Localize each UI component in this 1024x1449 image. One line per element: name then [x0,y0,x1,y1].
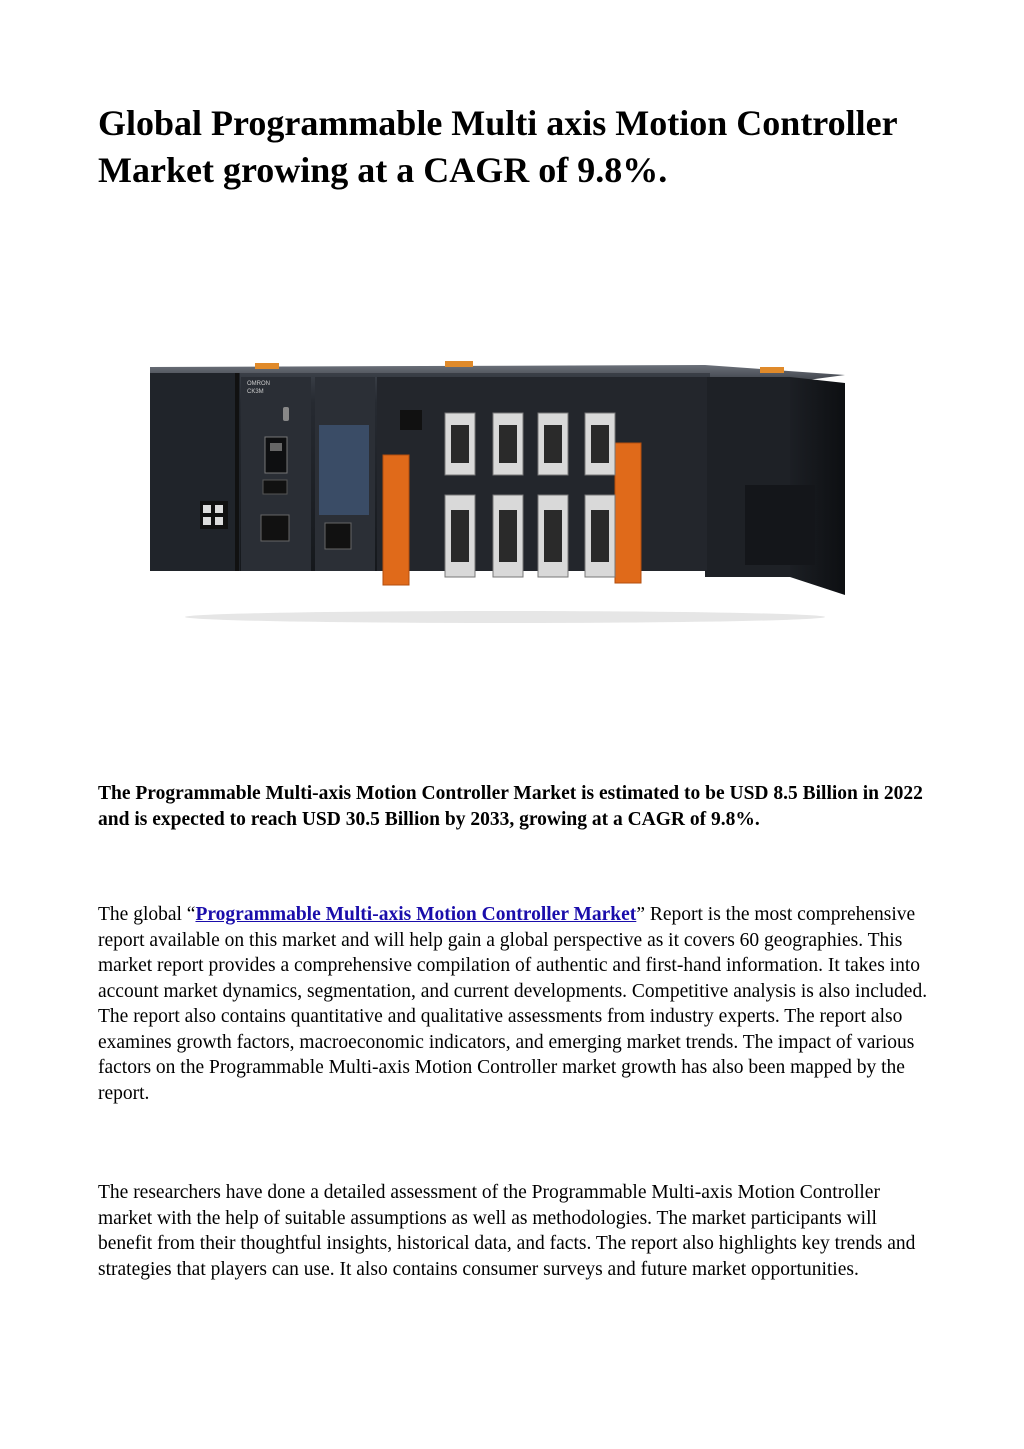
brand-label: OMRON [247,381,270,387]
model-label: CK3M [247,389,264,395]
page-title: Global Programmable Multi axis Motion Controller Market growing at a CAGR of 9.8%. [98,103,897,190]
paragraph-text-before-link: The global “ [98,904,196,925]
motion-controller-illustration [145,355,865,635]
summary-lead: The Programmable Multi-axis Motion Controller Market is estimated to be USD 8.5 Billion in 2022 and is expected to reach USD 30.5 Billion by 2033, growing at a CAGR of 9.8%. [98,783,923,830]
research-paragraph: The researchers have done a detailed assessment of the Programmable Multi-axis Motion Controller market with the help of suitable assumptions as well as methodologies. The market participants will benefit from their thoughtful insights, historical data, and facts. The report also highlights key trends and strategies that players can use. It also contains consumer surveys and future market opportunities. [98,1182,916,1280]
product-image [145,355,865,635]
market-report-link[interactable]: Programmable Multi-axis Motion Controller Market [195,904,637,925]
report-paragraph [98,902,928,1106]
paragraph-text-after-link: ” Report is the most comprehensive report available on this market and will help gain a global perspective as it covers 60 geographies. This market report provides a comprehensive compilation of authentic and first-hand information. It takes into account market dynamics, segmentation, and current developments. Competitive analysis is also included. The report also contains quantitative and qualitative assessments from industry experts. The report also examines growth factors, macroeconomic indicators, and emerging market trends. The impact of various factors on the Programmable Multi-axis Motion Controller market growth has also been mapped by the report. [98,904,928,1104]
